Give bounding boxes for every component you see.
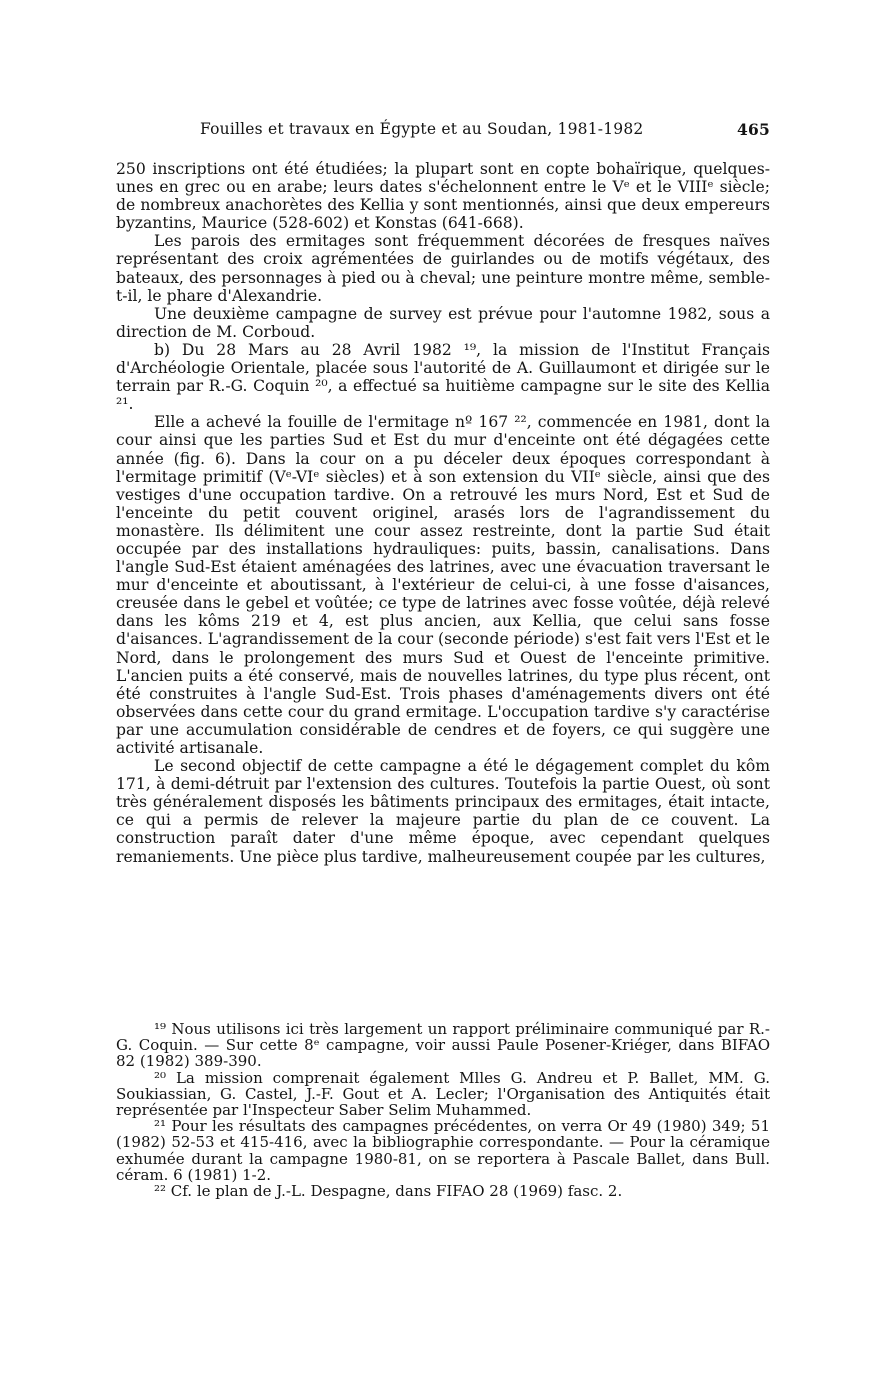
running-title: Fouilles et travaux en Égypte et au Soudan, 1981-1982 — [200, 120, 644, 138]
paragraph-mission-ifao: b) Du 28 Mars au 28 Avril 1982 ¹⁹, la mission de l'Institut Français d'Archéologie Orientale, placée sous l'autorité de A. Guillaumont et dirigée sur le terrain par R.-G. Coquin ²⁰, a effectué sa huitième campagne sur le site des Kellia ²¹. — [116, 340, 770, 414]
paragraph-fresques: Les parois des ermitages sont fréquemment décorées de fresques naïves représentant des croix agrémentées de guirlandes ou de motifs végétaux, des bateaux, des personnages à pied ou à cheval; une peinture montre même, semble-t-il, le phare d'Alexandrie. — [116, 232, 770, 305]
running-header — [200, 120, 770, 142]
page-number: 465 — [737, 120, 770, 139]
footnote-21: ²¹ Pour les résultats des campagnes précédentes, on verra Or 49 (1980) 349; 51 (1982) 52-53 et 415-416, avec la bibliographie correspondante. — Pour la céramique exhumée durant la campagne 1980-81, on se reportera à Pascale Ballet, dans Bull. céram. 6 (1981) 1-2. — [116, 1117, 770, 1184]
footnote-20: ²⁰ La mission comprenait également Mlles G. Andreu et P. Ballet, MM. G. Soukiassian, G. Castel, J.-F. Gout et A. Lecler; l'Organisation des Antiquités était représentée par l'Inspecteur Saber Selim Muhammed. — [116, 1068, 770, 1120]
main-text — [116, 160, 770, 866]
paragraph-kom-171: Le second objectif de cette campagne a été le dégagement complet du kôm 171, à demi-détruit par l'extension des cultures. Toutefois la partie Ouest, où sont très généralement disposés les bâtiments principaux des ermitages, était intacte, ce qui a permis de relever la majeure partie du plan de ce couvent. La construction paraît dater d'une même époque, avec cependant quelques remaniements. Une pièce plus tardive, malheureusement coupée par les cultures, — [116, 757, 770, 866]
paragraph-ermitage-167: Elle a achevé la fouille de l'ermitage nº 167 ²², commencée en 1981, dont la cour ainsi que les parties Sud et Est du mur d'enceinte ont été dégagées cette année (fig. 6). Dans la cour on a pu déceler deux époques correspondant à l'ermitage primitif (Vᵉ-VIᵉ siècles) et à son extension du VIIᵉ siècle, ainsi que des vestiges d'une occupation tardive. On a retrouvé les murs Nord, Est et Sud de l'enceinte du petit couvent originel, arasés lors de l'agrandissement du monastère. Ils délimitent une cour assez restreinte, dont la partie Sud était occupée par des installations hydrauliques: puits, bassin, canalisations. Dans l'angle Sud-Est étaient aménagées des latrines, avec une évacuation traversant le mur d'enceinte et aboutissant, à l'extérieur de celui-ci, à une fosse d'aisances, creusée dans le gebel et voûtée; ce type de latrines avec fosse voûtée, déjà relevé dans les kôms 219 et 4, est plus ancien, aux Kellia, que celui sans fosse d'aisances. L'agrandissement de la cour (seconde période) s'est fait vers l'Est et le Nord, dans le prolongement des murs Sud et Ouest de l'enceinte primitive. L'ancien puits a été conservé, mais de nouvelles latrines, du type plus récent, ont été construites à l'angle Sud-Est. Trois phases d'aménagements divers ont été observées dans cette cour du grand ermitage. L'occupation tardive s'y caractérise par une accumulation considérable de cendres et de foyers, ce qui suggère une activité artisanale. — [116, 413, 770, 757]
footnotes — [116, 1021, 770, 1199]
footnote-22: ²² Cf. le plan de J.-L. Despagne, dans FIFAO 28 (1969) fasc. 2. — [154, 1182, 623, 1201]
paragraph-survey: Une deuxième campagne de survey est prévue pour l'automne 1982, sous a direction de M. Corboud. — [116, 304, 770, 341]
footnote-19: ¹⁹ Nous utilisons ici très largement un rapport préliminaire communiqué par R.-G. Coquin. — Sur cette 8ᵉ campagne, voir aussi Paule Posener-Kriéger, dans BIFAO 82 (1982) 389-390. — [116, 1020, 770, 1071]
paragraph-inscriptions: 250 inscriptions ont été étudiées; la plupart sont en copte bohaïrique, quelques-unes en grec ou en arabe; leurs dates s'échelonnent entre le Vᵉ et le VIIIᵉ siècle; de nombreux anachorètes des Kellia y sont mentionnés, ainsi que deux empereurs byzantins, Maurice (528-602) et Konstas (641-668). — [116, 160, 770, 233]
